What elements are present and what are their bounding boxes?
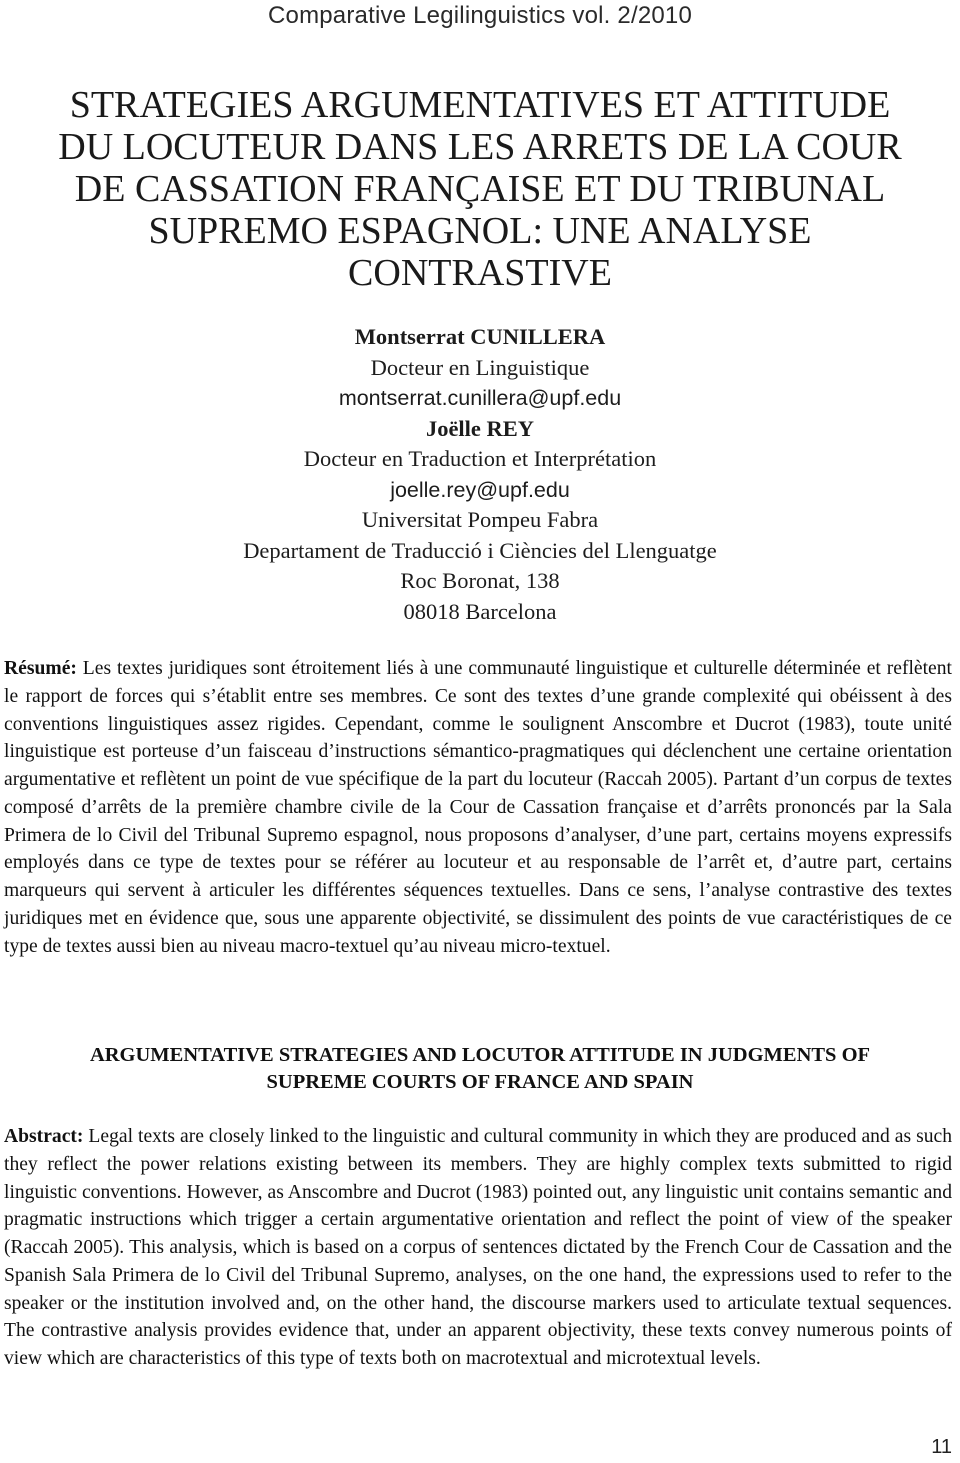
resume-paragraph [4,655,952,960]
author-email[interactable]: montserrat.cunillera@upf.edu [338,386,622,410]
abstract-paragraph [4,1123,952,1373]
author-name: Joëlle REY [425,415,535,441]
resume-label: Résumé: [4,658,77,679]
resume-text: Les textes juridiques sont étroitement liés à une communauté linguistique et culturelle déterminée et reflètent le rapport de forces qui s’établit entre ses membres. Ce sont des textes d’une grande complexité qui obéissent à des conventions linguistiques assez rigides. Cependant, comme le soulignent Anscombre et Ducrot (1983), toute unité linguistique est porteuse d’un faisceau d’instructions sémantico-pragmatiques qui déclenchent une certaine orientation argumentative et reflètent un point de vue spécifique de la part du locuteur (Raccah 2005). Partant d’un corpus de textes composé d’arrêts de la première chambre civile de la Cour de Cassation française et d’arrêts prononcés par la Sala Primera de lo Civil del Tribunal Supremo espagnol, nous proposons d’analyser, d’une part, certains moyens expressifs employés dans ce type de textes pour se référer au locuteur et au responsable de l’arrêt et, d’autre part, certains marqueurs qui servent à articuler les différentes séquences textuelles. Dans ce sens, l’analyse contrastive des textes juridiques met en évidence que, sous une apparente objectivité, se dissimulent des points de vue caractéristiques de ce type de textes aussi bien au niveau macro-textuel qu’au niveau micro-textuel. [4,658,952,957]
author-degree: Docteur en Linguistique [370,354,590,380]
institution-street: Roc Boronat, 138 [400,568,560,593]
title-line: DE CASSATION FRANÇAISE ET DU TRIBUNAL [74,168,886,210]
journal-header: Comparative Legilinguistics vol. 2/2010 [267,2,693,29]
author-degree: Docteur en Traduction et Interprétation [303,446,657,471]
title-line: SUPREMO ESPAGNOL: UNE ANALYSE [148,210,812,252]
title-line: CONTRASTIVE [348,252,612,294]
institution-city: 08018 Barcelona [403,598,557,624]
english-title-line: SUPREME COURTS OF FRANCE AND SPAIN [266,1071,694,1093]
institution-department: Departament de Traducció i Ciències del Llenguatge [243,537,717,563]
paper-title [30,84,930,294]
author-affiliations [0,322,960,627]
english-title [0,1042,960,1096]
title-line: DU LOCUTEUR DANS LES ARRETS DE LA COUR [58,126,902,168]
title-line: STRATEGIES ARGUMENTATIVES ET ATTITUDE [69,84,891,126]
author-email[interactable]: joelle.rey@upf.edu [390,477,570,502]
institution-university: Universitat Pompeu Fabra [361,507,599,532]
english-title-line: ARGUMENTATIVE STRATEGIES AND LOCUTOR ATTITUDE IN JUDGMENTS OF [89,1044,871,1066]
page-number: 11 [931,1436,952,1458]
abstract-text: Legal texts are closely linked to the linguistic and cultural community in which they are produced and as such they reflect the power relations existing between its members. They are highly complex texts submitted to rigid linguistic conventions. However, as Anscombre and Ducrot (1983) pointed out, any linguistic unit contains semantic and pragmatic instructions which trigger a certain argumentative orientation and reflect the point of view of the speaker (Raccah 2005). This analysis, which is based on a corpus of sentences dictated by the French Cour de Cassation and the Spanish Sala Primera de lo Civil del Tribunal Supremo, analyses, on the one hand, the expressions used to refer to the speaker or the institution involved and, on the other hand, the discourse markers used to articulate textual sequences. The contrastive analysis provides evidence that, under an apparent objectivity, these texts convey numerous points of view which are characteristics of this type of texts both on macrotextual and microtextual levels. [4,1126,952,1369]
abstract-label: Abstract: [4,1126,84,1147]
author-name: Montserrat CUNILLERA [354,324,606,349]
